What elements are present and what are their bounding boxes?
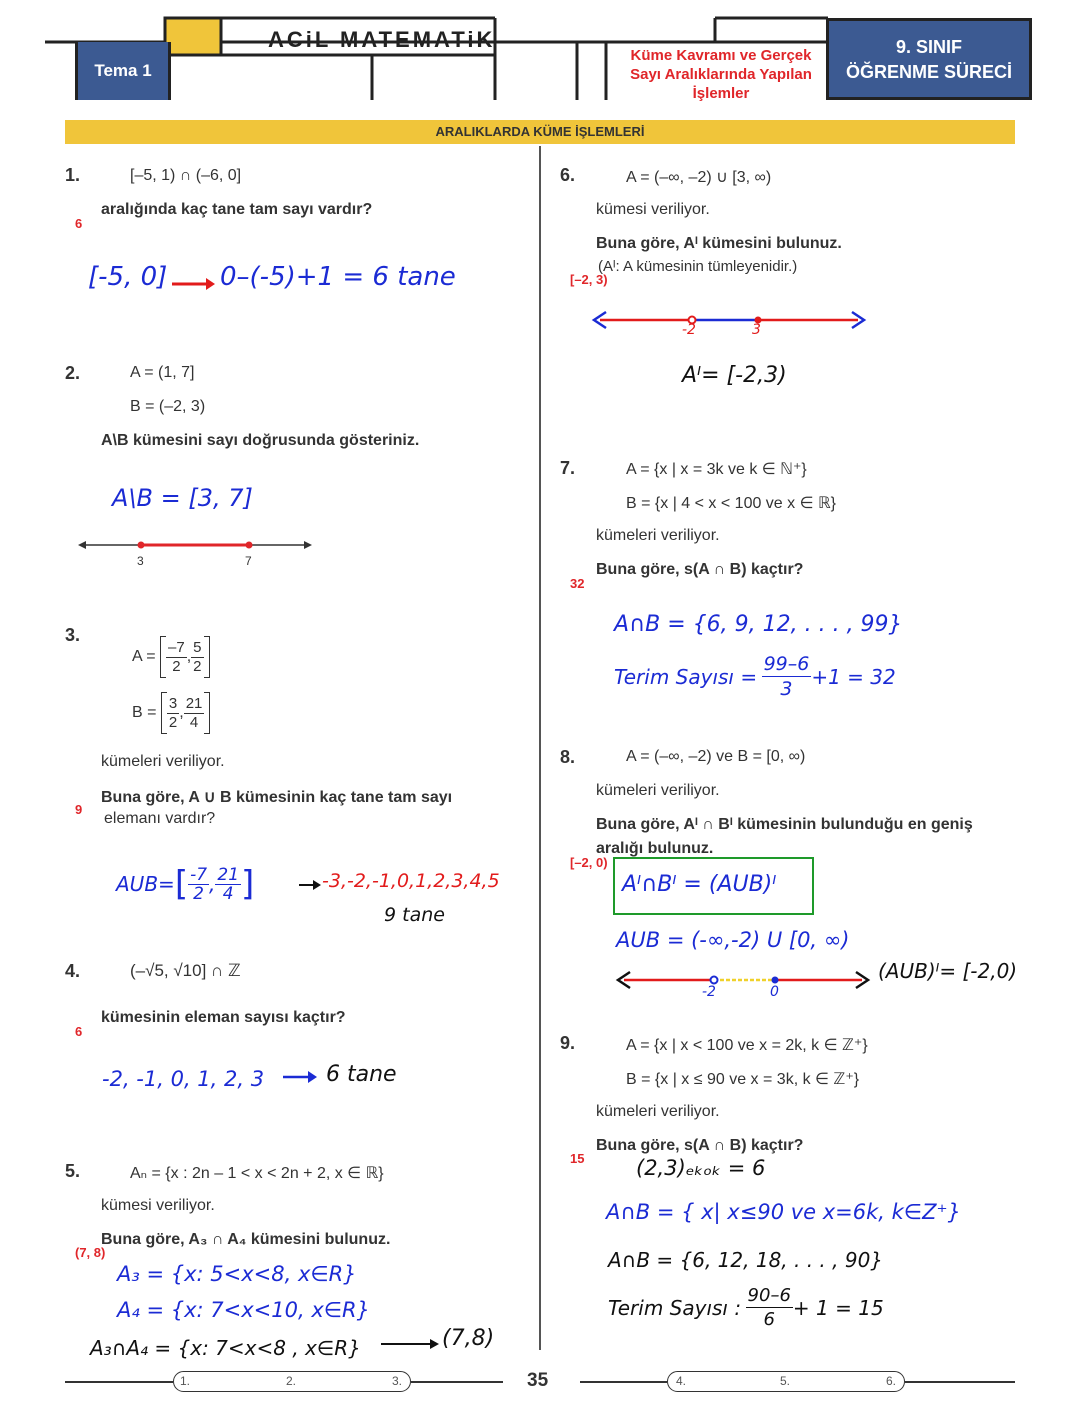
question-expression: (–√5, √10] ∩ ℤ [130, 961, 241, 980]
given-text: kümeleri veriliyor. [596, 782, 720, 799]
process-label: ÖĞRENME SÜRECİ [845, 62, 1013, 82]
question-text: Buna göre, Aᴵ kümesini bulunuz. [596, 235, 842, 252]
brand-text: ACiL MATEMATiK [268, 27, 496, 52]
question-number: 8. [560, 747, 576, 767]
page-number: 35 [527, 1370, 549, 1391]
handwritten-integer-list: -3,-2,-1,0,1,2,3,4,5 [322, 870, 500, 892]
arrow-icon [298, 878, 322, 892]
question-expression: A = (–∞, –2) ve B = [0, ∞) [626, 748, 806, 765]
handwritten-count: 6 tane [326, 1062, 397, 1087]
footer-pill-left: 1. 2. 3. [173, 1371, 411, 1392]
answer-key: 9 [75, 802, 83, 817]
number-line [76, 534, 316, 570]
tick-label: -2 [702, 984, 716, 1000]
question-text-line-1: Buna göre, A ∪ B kümesinin kaç tane tam sayı [101, 789, 453, 806]
set-a-definition: A = {x | x < 100 ve x = 2k, k ∈ ℤ⁺} [626, 1037, 868, 1054]
handwritten-intersection: A∩B = {6, 9, 12, . . . , 99} [614, 612, 903, 637]
set-b-definition: B = (–2, 3) [130, 398, 206, 415]
handwritten-a4: A₄ = {x: 7<x<10, x∈R} [117, 1298, 370, 1322]
arrow-icon [282, 1070, 318, 1084]
question-number: 7. [560, 458, 576, 478]
answer-key: (7, 8) [75, 1245, 106, 1260]
number-line [590, 306, 872, 336]
question-number: 2. [65, 363, 81, 383]
set-b-definition: B = {x | 4 < x < 100 ve x ∈ ℝ} [626, 495, 836, 512]
arrow-icon [380, 1337, 440, 1351]
question-expression: [–5, 1) ∩ (–6, 0] [130, 167, 242, 184]
set-a-definition: A = {x | x = 3k ve k ∈ ℕ⁺} [626, 461, 807, 478]
given-text: kümeleri veriliyor. [101, 753, 225, 770]
theme-badge [75, 42, 171, 100]
handwritten-answer: Aᴵ= [-2,3) [682, 363, 787, 388]
answer-key: 15 [570, 1151, 585, 1166]
handwritten-lcm: (2,3)ₑₖₒₖ = 6 [636, 1156, 766, 1180]
question-text-line-2: aralığı bulunuz. [596, 840, 714, 857]
question-number: 4. [65, 961, 81, 981]
number-line [614, 966, 876, 996]
handwritten-union: AUB= [ $\frac{-7}{2}$ , $\frac{21}{4}$ ] [116, 864, 255, 904]
given-text: kümeleri veriliyor. [596, 1103, 720, 1120]
tick-label: -2 [682, 322, 696, 338]
set-b-definition: B = $\frac{3}{2}$ , $\frac{21}{4}$ [132, 692, 210, 734]
handwritten-answer: A\B = [3, 7] [112, 484, 253, 512]
tick-label: 3 [137, 554, 144, 568]
handwritten-set-builder: A∩B = { x| x≤90 ve x=6k, k∈Z⁺} [606, 1200, 961, 1224]
tick-label: 0 [770, 984, 779, 1000]
question-text-line-2: elemanı vardır? [104, 810, 216, 827]
answer-key: [–2, 3) [570, 272, 608, 287]
set-a-definition: A = $\frac{-7}{2}$ , $\frac{5}{2}$ [132, 636, 210, 678]
question-note: (Aᴵ: A kümesinin tümleyenidir.) [598, 258, 798, 275]
grade-badge [826, 18, 1032, 100]
given-text: kümesi veriliyor. [101, 1197, 215, 1214]
section-title-bar [65, 120, 1015, 144]
handwritten-count: 9 tane [384, 904, 445, 926]
question-text: A\B kümesini sayı doğrusunda gösteriniz. [101, 432, 420, 449]
question-number: 9. [560, 1033, 576, 1053]
red-arrow-icon [170, 276, 216, 292]
handwritten-union: AUB = (-∞,-2) U [0, ∞) [616, 928, 850, 952]
brand-logo [268, 27, 495, 53]
question-number: 1. [65, 165, 81, 185]
question-expression: Aₙ = {x : 2n – 1 < x < 2n + 2, x ∈ ℝ} [130, 1165, 384, 1182]
question-text: kümesinin eleman sayısı kaçtır? [101, 1009, 346, 1026]
answer-key: 6 [75, 216, 83, 231]
tick-label: 3 [752, 322, 761, 338]
answer-key: 32 [570, 576, 585, 591]
set-b-definition: B = {x | x ≤ 90 ve x = 3k, k ∈ ℤ⁺} [626, 1071, 860, 1088]
question-number: 3. [65, 625, 81, 645]
handwritten-calc: 0–(-5)+1 = 6 tane [220, 262, 456, 292]
question-expression: A = (–∞, –2) ∪ [3, ∞) [626, 169, 772, 186]
handwritten-term-count: Terim Sayısı : $\frac{90-6}{6}$ + 1 = 15 [608, 1285, 884, 1330]
answer-key: [–2, 0) [570, 855, 608, 870]
question-number: 6. [560, 165, 576, 185]
theme-label: Tema 1 [94, 61, 152, 80]
question-text: Buna göre, A₃ ∩ A₄ kümesini bulunuz. [101, 1231, 391, 1248]
question-text: Buna göre, s(A ∩ B) kaçtır? [596, 1137, 804, 1154]
handwritten-a3: A₃ = {x: 5<x<8, x∈R} [117, 1262, 357, 1286]
grade-label: 9. SINIF [895, 37, 962, 57]
handwritten-boxed-identity: Aᴵ∩Bᴵ = (AUB)ᴵ [613, 857, 814, 915]
handwritten-result: (AUB)ᴵ= [-2,0) [878, 959, 1018, 983]
handwritten-intersection: A₃∩A₄ = {x: 7<x<8 , x∈R} [90, 1336, 361, 1360]
given-text: kümesi veriliyor. [596, 201, 710, 218]
handwritten-list: -2, -1, 0, 1, 2, 3 [102, 1067, 265, 1091]
given-text: kümeleri veriliyor. [596, 527, 720, 544]
answer-key: 6 [75, 1024, 83, 1039]
tick-label: 7 [245, 554, 252, 568]
section-title: ARALIKLARDA KÜME İŞLEMLERİ [435, 124, 645, 139]
question-text: aralığında kaç tane tam sayı vardır? [101, 201, 373, 218]
set-a-definition: A = (1, 7] [130, 364, 195, 381]
handwritten-term-count: Terim Sayısı = $\frac{99-6}{3}$ +1 = 32 [614, 653, 896, 700]
handwritten-result: (7,8) [442, 1326, 495, 1351]
footer-pill-right: 4. 5. 6. [667, 1371, 905, 1392]
topic-title: Küme Kavramı ve Gerçek Sayı Aralıklarında Yapılan İşlemler [630, 47, 812, 102]
question-number: 5. [65, 1161, 81, 1181]
handwritten-intersection: A∩B = {6, 12, 18, . . . , 90} [608, 1248, 884, 1272]
column-divider [539, 146, 541, 1350]
question-text: Buna göre, s(A ∩ B) kaçtır? [596, 561, 804, 578]
question-text-line-1: Buna göre, Aᴵ ∩ Bᴵ kümesinin bulunduğu en geniş [596, 816, 973, 833]
handwritten-interval: [-5, 0] [88, 262, 168, 292]
